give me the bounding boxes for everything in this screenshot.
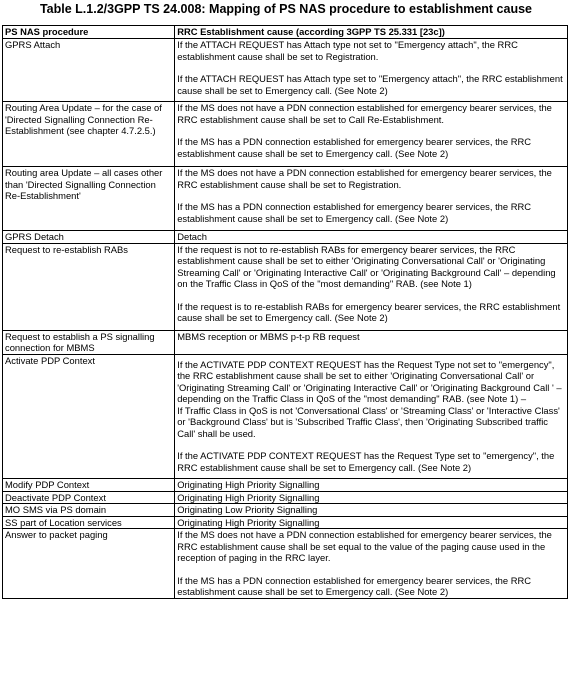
procedure-cell: Routing Area Update – for the case of 'Directed Signalling Connection Re-Establishment (see chapter 4.7.2.5.) (3, 102, 175, 167)
cause-cell (175, 330, 568, 354)
header-row (3, 26, 568, 39)
procedure-cell: Routing area Update – all cases other than 'Directed Signalling Connection Re-Establishment' (3, 167, 175, 231)
cause-text: Originating Low Priority Signalling (177, 504, 318, 515)
procedure-cell: Request to establish a PS signalling connection for MBMS (3, 330, 175, 354)
cause-cell (175, 39, 568, 102)
table-row (3, 516, 568, 529)
cause-text: Originating High Priority Signalling (177, 516, 320, 528)
cause-text: Originating High Priority Signalling (177, 491, 320, 503)
procedure-cell: GPRS Detach (3, 231, 175, 244)
cause-text: Originating High Priority Signalling (177, 479, 320, 490)
procedure-cell: SS part of Location services (3, 516, 175, 529)
table-row (3, 243, 568, 330)
cause-text: MBMS reception or MBMS p-t-p RB request (177, 330, 360, 342)
procedure-cell: Answer to packet paging (3, 529, 175, 599)
cause-text: If the MS has a PDN connection established for emergency bearer services, the RRC establishment cause shall be set to Emergency call. (See Note 2) (177, 574, 532, 597)
cause-cell (175, 167, 568, 231)
cause-cell (175, 354, 568, 479)
cause-cell (175, 504, 568, 517)
table-row (3, 102, 568, 167)
cause-text: If the ATTACH REQUEST has Attach type set to "Emergency attach", the RRC establishment cause shall be set to Emergency call. (See Note 2) (177, 73, 563, 96)
cause-cell (175, 491, 568, 504)
cause-text: If the MS does not have a PDN connection established for emergency bearer services, the RRC establishment cause shall be set equal to the value of the paging cause used in the reception of paging in the RRC layer. (177, 529, 552, 563)
cause-text: If the MS has a PDN connection established for emergency bearer services, the RRC establishment cause shall be set to Emergency call. (See Note 2) (177, 201, 532, 224)
procedure-cell: Activate PDP Context (3, 354, 175, 479)
cause-cell (175, 479, 568, 492)
cause-text: If the request is not to re-establish RABs for emergency bearer services, the RRC establishment cause shall be set to either 'Originating Conversational Call' or 'Originating Streaming Call' or 'Originating Interactive Call' or 'Originating Background Call' – depending on the Traffic Class in QoS of the "most demanding" RAB. (see Note 1) (177, 243, 556, 289)
cause-cell (175, 231, 568, 244)
table-title: Table L.1.2/3GPP TS 24.008: Mapping of PS NAS procedure to establishment cause (39, 2, 533, 16)
header-rrc-establishment-cause: RRC Establishment cause (according 3GPP TS 25.331 [23c]) (175, 26, 568, 39)
table-row (3, 167, 568, 231)
cause-text: If the MS does not have a PDN connection established for emergency bearer services, the RRC establishment cause shall be set to Registration. (177, 167, 552, 190)
cause-text: If the ACTIVATE PDP CONTEXT REQUEST has the Request Type not set to "emergency", the RRC establishment cause shall be set to either 'Originating Conversational Call' or 'Originating Streaming Call' or 'Originating Interactive Call' or 'Originating Background Call ' – depending on the Traffic Class in QoS of the "most demanding" RAB. (see Note 1) – (177, 358, 562, 404)
procedure-cell: Modify PDP Context (3, 479, 175, 492)
procedure-cell: MO SMS via PS domain (3, 504, 175, 517)
table-row (3, 39, 568, 102)
cause-cell (175, 529, 568, 599)
table-row (3, 479, 568, 492)
cause-text: If Traffic Class in QoS is not 'Conversational Class' or 'Streaming Class' or 'Interactive Class' or 'Background Class' but is 'Subscribed Traffic Class', then 'Originating Subscribed traffic Call' shall be used. (177, 404, 560, 439)
table-row (3, 529, 568, 599)
table-row (3, 330, 568, 354)
cause-cell (175, 243, 568, 330)
procedure-cell: GPRS Attach (3, 39, 175, 102)
cause-text: If the request is to re-establish RABs for emergency bearer services, the RRC establishment cause shall be set to Emergency call. (See Note 2) (177, 300, 561, 323)
table-row (3, 354, 568, 479)
procedure-cell: Deactivate PDP Context (3, 491, 175, 504)
cause-cell (175, 102, 568, 167)
cause-text: If the MS has a PDN connection established for emergency bearer services, the RRC establishment cause shall be set to Emergency call. (See Note 2) (177, 136, 532, 159)
table-row (3, 504, 568, 517)
table-row (3, 491, 568, 504)
mapping-table (2, 25, 568, 599)
procedure-cell: Request to re-establish RABs (3, 243, 175, 330)
cause-text: Detach (177, 231, 207, 242)
table-row (3, 231, 568, 244)
cause-cell (175, 516, 568, 529)
cause-text: If the ACTIVATE PDP CONTEXT REQUEST has the Request Type set to "emergency", the RRC establishment cause shall be set to Emergency call. (See Note 2) (177, 450, 555, 473)
header-ps-nas-procedure: PS NAS procedure (3, 26, 175, 39)
cause-text: If the ATTACH REQUEST has Attach type not set to "Emergency attach", the RRC establishment cause shall be set to Registration. (177, 39, 518, 62)
cause-text: If the MS does not have a PDN connection established for emergency bearer services, the RRC establishment cause shall be set to Call Re-Establishment. (177, 102, 552, 125)
